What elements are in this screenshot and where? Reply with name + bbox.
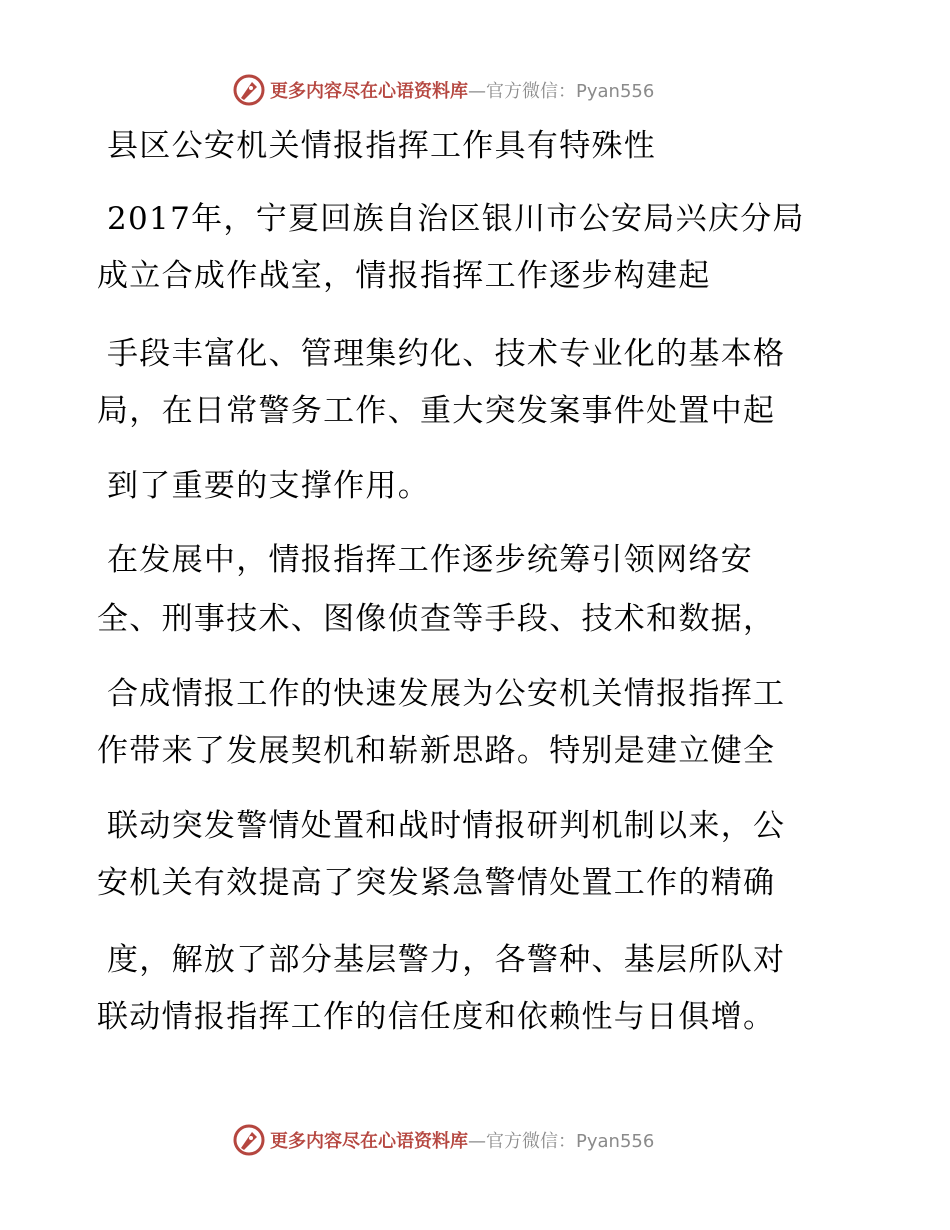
- watermark-brand-text: 更多内容尽在心语资料库: [270, 1131, 468, 1152]
- text-line: 合成情报工作的快速发展为公安机关情报指挥工: [107, 676, 786, 712]
- text-line: 度，解放了部分基层警力，各警种、基层所队对: [107, 942, 786, 978]
- pen-nib-logo-icon: [232, 1123, 266, 1157]
- watermark-wechat-text: —官方微信：Pyan556: [468, 81, 655, 102]
- watermark-brand-text: 更多内容尽在心语资料库: [270, 81, 468, 102]
- document-title: 县区公安机关情报指挥工作具有特殊性: [107, 128, 657, 164]
- text-line: 联动情报指挥工作的信任度和依赖性与日俱增。: [97, 999, 776, 1035]
- header-watermark: [232, 72, 654, 108]
- text-line: 手段丰富化、管理集约化、技术专业化的基本格: [107, 336, 786, 372]
- text-line: 联动突发警情处置和战时情报研判机制以来，公: [107, 808, 786, 844]
- text-line: 到了重要的支撑作用。: [107, 468, 430, 504]
- pen-nib-logo-icon: [232, 73, 266, 107]
- text-line: 作带来了发展契机和崭新思路。特别是建立健全: [97, 733, 776, 769]
- text-line: 安机关有效提高了突发紧急警情处置工作的精确: [97, 865, 776, 901]
- text-line: 全、刑事技术、图像侦查等手段、技术和数据，: [97, 601, 776, 637]
- watermark-wechat-text: —官方微信：Pyan556: [468, 1131, 655, 1152]
- text-line: 局，在日常警务工作、重大突发案事件处置中起: [97, 393, 776, 429]
- text-line: 在发展中，情报指挥工作逐步统筹引领网络安: [107, 542, 753, 578]
- text-line: 2017年，宁夏回族自治区银川市公安局兴庆分局: [107, 201, 805, 237]
- text-line: 成立合成作战室，情报指挥工作逐步构建起: [97, 258, 711, 294]
- footer-watermark: [232, 1122, 654, 1158]
